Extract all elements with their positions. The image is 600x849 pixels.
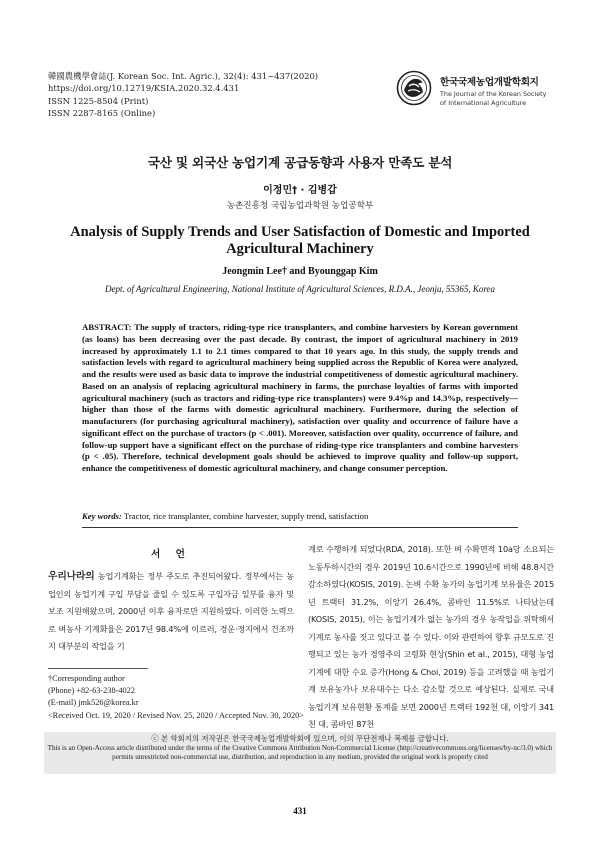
section-heading: 서 언 [151, 549, 191, 560]
author-email[interactable]: (E-mail) jmk526@korea.kr [48, 698, 139, 708]
left-column-text [48, 568, 294, 656]
doi-link[interactable]: https://doi.org/10.12719/KSIA.2020.32.4.431 [48, 83, 240, 94]
corresponding-author: †Corresponding author [48, 674, 125, 683]
author-phone: (Phone) +82-63-238-4022 [48, 686, 135, 696]
issn-print: ISSN 1225-8504 (Print) [48, 95, 149, 106]
citation-line: 韓國農機學會誌(J. Korean Soc. Int. Agric.), 32(4): 431~437(2020) [48, 71, 319, 81]
journal-header [48, 70, 318, 120]
keywords-label: Key words: [82, 511, 122, 521]
keywords-list: Tractor, rice transplanter, combine harvester, supply trend, satisfaction [123, 511, 369, 521]
society-name-en-line1: The Journal of the Korean Society [440, 90, 547, 98]
footnote-divider [48, 668, 148, 669]
abstract-divider [82, 527, 518, 528]
lead-word: 우리나라의 [48, 571, 95, 582]
authors-korean: 이정민† · 김병갑 [263, 185, 337, 196]
title-korean: 국산 및 외국산 농업기계 공급동향과 사용자 만족도 분석 [147, 155, 453, 170]
issn-online: ISSN 2287-8165 (Online) [48, 108, 156, 119]
title-english: Analysis of Supply Trends and User Satisfaction of Domestic and Imported Agricultural Machinery [70, 224, 530, 257]
society-name-en-line2: of International Agriculture [440, 99, 527, 107]
license-box [44, 732, 556, 774]
page-number: 431 [293, 806, 307, 816]
affiliation-english: Dept. of Agricultural Engineering, National Institute of Agricultural Sciences, R.D.A., Jeonju, 55365, Korea [104, 284, 496, 294]
keywords [82, 511, 518, 522]
society-emblem-icon [396, 70, 432, 106]
submission-dates: <Received Oct. 19, 2020 / Revised Nov. 25, 2020 / Accepted Nov. 30, 2020> [48, 710, 304, 720]
society-name-ko: 한국국제농업개발학회지 [440, 77, 539, 88]
abstract: ABSTRACT: The supply of tractors, riding-type rice transplanters, and combine harvesters by Korean government (as loans) has been decreasing over the past decade. By contrast, the import of agricultural machinery in 2019 increased by approximately 1.1 to 2.1 times compared to that 10 years ago. In this study, the supply trends and satisfaction levels with regard to agricultural machinery being supplied across the Republic of Korea were analyzed, and the results were used as basic data to improve the industrial competitiveness of domestic agricultural machinery. Based on an analysis of replacing agricultural machinery in farms, the purchase loyalties of farms with imported agricultural machinery (such as tractors and riding-type rice transplanters) were 9.4%p and 14.3%p, respectively—higher than those of the farms with domestic agricultural machinery. Furthermore, during the selection of manufacturers (for purchasing agricultural machinery), satisfaction over quality and occurrence of failure have a significant effect on the purchase of tractors (p < .001). Moreover, satisfaction over quality, occurrence of failure, and follow-up support have a significant effect on the purchase of riding-type rice transplanters and combine harvesters (p < .05). Therefore, technical development goals should be achieved to improve quality and follow-up support, enhance the competitiveness of domestic agricultural machinery, and change consumer perception. [82, 322, 518, 473]
left-column-body: 농업기계화는 정부 주도로 추진되어왔다. 정부에서는 농업인의 농업기계 구입 부담을 줄일 수 있도록 구입자금 일부를 융자 및 보조 지원해왔으며, 2000년 이후 융자로만 지원하였다. 이러한 노력으로 벼농사 기계화율은 2017년 98.4%에 이르러, 경운·정지에서 건조까지 대부분의 작업을 기 [48, 571, 294, 652]
footnote [48, 673, 304, 722]
copyright-notice-ko: ⓒ 본 학회지의 저작권은 한국국제농업개발학회에 있으며, 이의 무단전재나 복제를 금합니다. [151, 734, 449, 743]
affiliation-korean: 농촌진흥청 국립농업과학원 농업공학부 [226, 201, 374, 211]
license-line2: permits unrestricted non-commercial use, distribution, and reproduction in any medium, provided the original work is properly cited [112, 753, 488, 762]
license-line1: This is an Open-Access article distributed under the terms of the Creative Commons Attribution Non-Commercial License (http://creativecommons.org/licenses/by-nc/3.0) which [47, 743, 553, 752]
authors-english: Jeongmin Lee† and Byounggap Kim [222, 266, 378, 277]
right-column-text: 계로 수행하게 되었다(RDA, 2018). 또한 벼 수확면적 10a당 소요되는 노동투하시간의 경우 2019년 10.6시간으로 1990년에 비해 48.8시간 감소하였다(KOSIS, 2019). 논벼 수확 농가의 농업기계 보유율은 2015년 트랙터 31.2%, 이앙기 26.4%, 콤바인 11.5%로 나타났는데(KOSIS, 2015), 이는 농업기계가 없는 농가의 경우 농작업을 위탁해서 기계로 농사를 짓고 있다고 볼 수 있다. 이와 관련하여 향후 규모도로 진행되고 있는 농가 경영주의 고령화 현상(Shin et al., 2015), 대형 농업기계에 대한 수요 증가(Hong & Choi, 2019) 등을 고려했을 때 농업기계 보유농가나 보유대수는 다소 감소할 것으로 예상된다. 실제로 국내 농업기계 보유현황 통계를 보면 2000년 트랙터 192천 대, 이앙기 341천 대, 콤바인 87천 [308, 544, 554, 730]
society-logo [396, 68, 571, 116]
